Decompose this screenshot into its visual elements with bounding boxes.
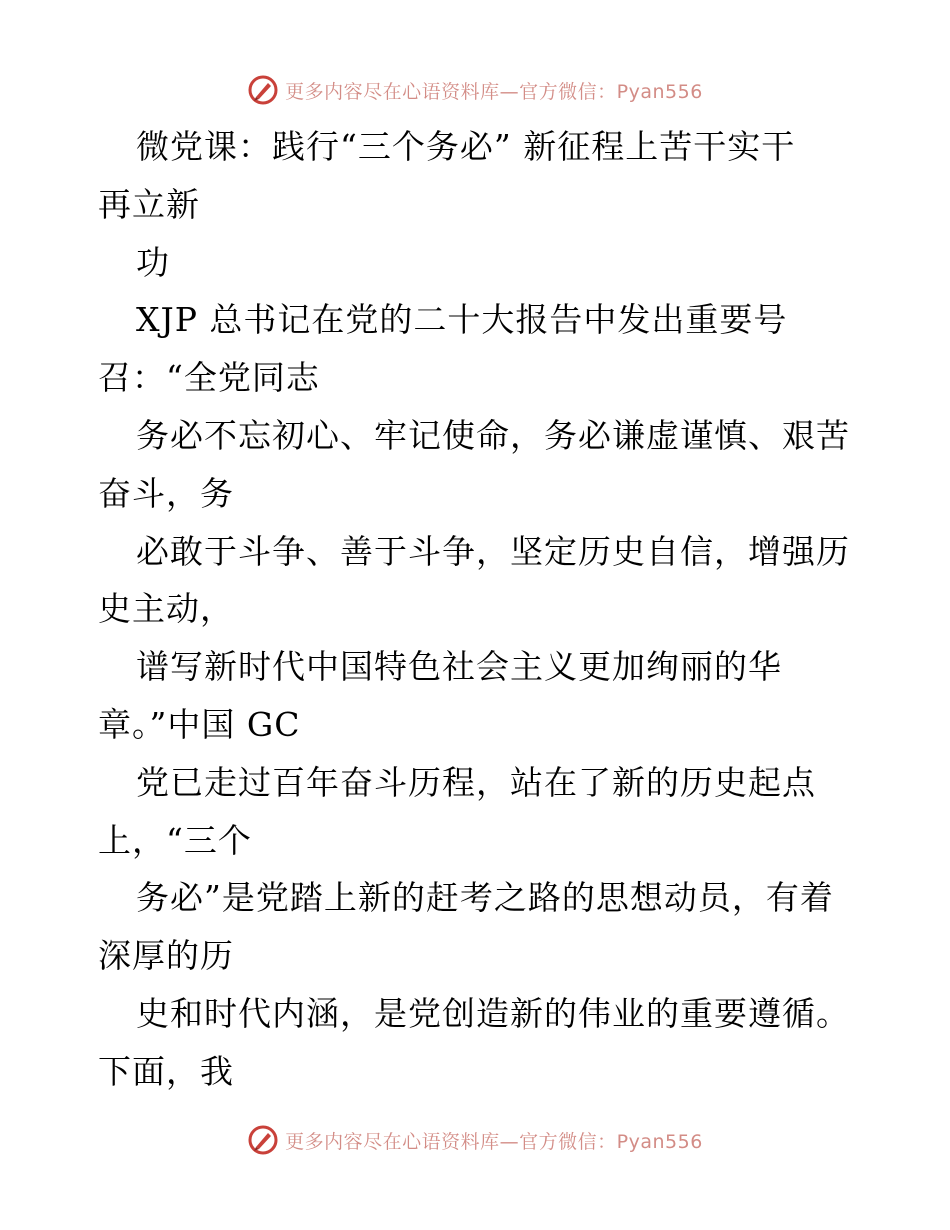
text-line: 史和时代内涵，是党创造新的伟业的重要遵循。 xyxy=(136,993,850,1033)
text-line: 务必不忘初心、牢记使命，务必谦虚谨慎、艰苦 xyxy=(136,415,850,455)
text-line: 党已走过百年奋斗历程，站在了新的历史起点 xyxy=(136,762,816,802)
text-line: 上，“三个 xyxy=(98,820,252,860)
watermark-text: 更多内容尽在心语资料库—官方微信：Pyan556 xyxy=(285,1130,703,1153)
pen-logo-icon xyxy=(247,1124,279,1156)
text-line: 再立新 xyxy=(98,184,200,224)
text-line: 深厚的历 xyxy=(98,936,234,976)
text-line: 微党课：践行“三个务必” 新征程上苦干实干 xyxy=(136,127,796,166)
text-line: 章。”中国 GC xyxy=(98,704,301,744)
text-line: 史主动， xyxy=(98,589,234,629)
text-line: 谱写新时代中国特色社会主义更加绚丽的华 xyxy=(136,647,782,687)
watermark-text: 更多内容尽在心语资料库—官方微信：Pyan556 xyxy=(285,80,703,103)
text-line: 必敢于斗争、善于斗争，坚定历史自信，增强历 xyxy=(136,531,850,571)
text-line: 务必”是党踏上新的赶考之路的思想动员，有着 xyxy=(136,878,834,918)
pen-logo-icon xyxy=(247,74,279,106)
watermark-header xyxy=(0,70,950,110)
text-line: 召：“全党同志 xyxy=(98,358,320,398)
document-body xyxy=(98,118,898,1101)
text-line: XJP 总书记在党的二十大报告中发出重要号 xyxy=(136,300,788,340)
text-line: 奋斗，务 xyxy=(98,473,234,513)
text-line: 功 xyxy=(136,242,170,282)
watermark-footer xyxy=(0,1120,950,1160)
text-line: 下面，我 xyxy=(98,1051,234,1091)
